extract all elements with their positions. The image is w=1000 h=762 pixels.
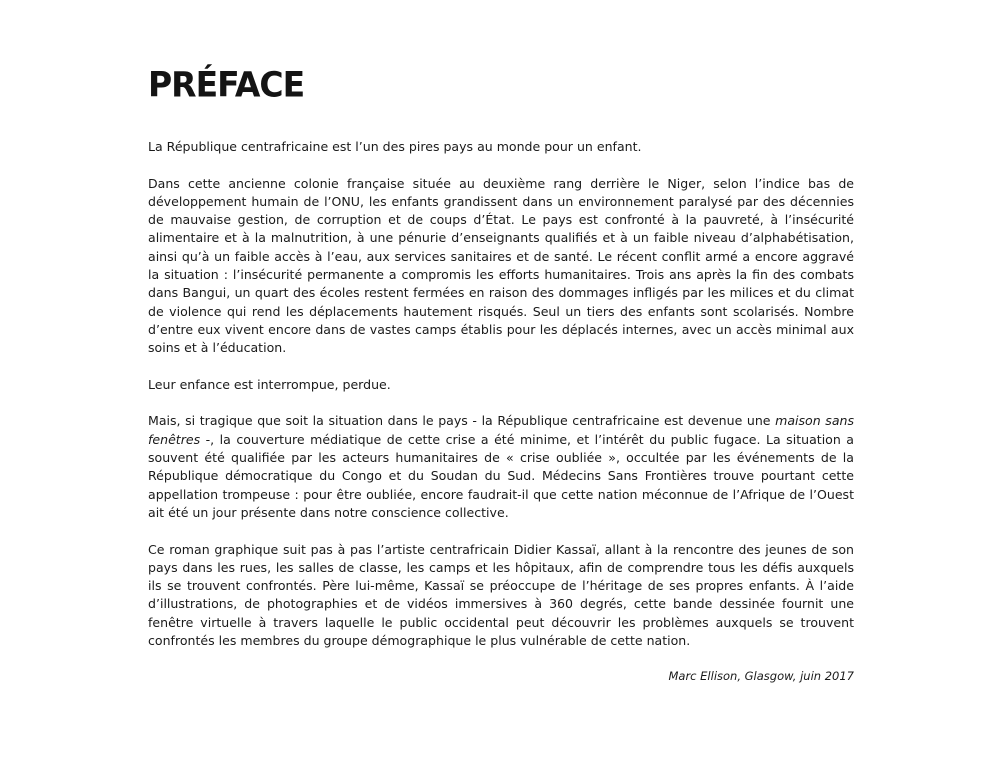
paragraph-3: Leur enfance est interrompue, perdue. xyxy=(148,376,391,392)
paragraph-4 xyxy=(148,412,854,522)
paragraph-1: La République centrafricaine est l’un des pires pays au monde pour un enfant. xyxy=(148,139,642,154)
signature: Marc Ellison, Glasgow, juin 2017 xyxy=(668,668,854,683)
page-title: PRÉFACE xyxy=(148,64,305,105)
paragraph-2: Dans cette ancienne colonie française située au deuxième rang derrière le Niger, selon l’indice bas de développement humain de l’ONU, les enfants grandissent dans un environnement paralysé par des décennies de mauvaise gestion, de corruption et de coups d’État. Le pays est confronté à la pauvreté, à l’insécurité alimentaire et à la malnutrition, à une pénurie d’enseignants qualifiés et à un faible niveau d’alphabétisation, ainsi qu’à un faible accès à l’eau, aux services sanitaires et de santé. Le récent conflit armé a encore aggravé la situation : l’insécurité permanente a compromis les efforts humanitaires. Trois ans après la fin des combats dans Bangui, un quart des écoles restent fermées en raison des dommages infligés par les milices et du climat de violence qui rend les déplacements hautement risqués. Seul un tiers des enfants sont scolarisés. Nombre d’entre eux vivent encore dans de vastes camps établis pour les déplacés internes, avec un accès minimal aux soins et à l’éducation. xyxy=(148,175,854,356)
preface-body xyxy=(148,138,854,650)
paragraph-5: Ce roman graphique suit pas à pas l’artiste centrafricain Didier Kassaï, allant à la rencontre des jeunes de son pays dans les rues, les salles de classe, les camps et les hôpitaux, afin de comprendre tous les défis auxquels ils se trouvent confrontés. Père lui-même, Kassaï se préoccupe de l’héritage de ses propres enfants. À l’aide d’illustrations, de photographies et de vidéos immersives à 360 degrés, cette bande dessinée fournit une fenêtre virtuelle à travers laquelle le public occidental peut découvrir les problèmes auxquels se trouvent confrontés les membres du groupe démographique le plus vulnérable de cette nation. xyxy=(148,541,854,649)
paragraph-4-start: Mais, si tragique que soit la situation dans le pays - la République centrafricaine est devenue une xyxy=(148,413,776,429)
preface-page xyxy=(148,64,854,683)
paragraph-4-italic: maison sans fenêtres xyxy=(148,413,855,447)
paragraph-4-end: -, la couverture médiatique de cette crise a été minime, et l’intérêt du public fugace. La situation a souvent été qualifiée par les acteurs humanitaires de « crise oubliée », occultée par les événements de la République démocratique du Congo et du Soudan du Sud. Médecins Sans Frontières trouve pourtant cette appellation trompeuse : pour être oubliée, encore faudrait-il que cette nation méconnue de l’Afrique de l’Ouest ait été un jour présente dans notre conscience collective. xyxy=(148,431,854,520)
